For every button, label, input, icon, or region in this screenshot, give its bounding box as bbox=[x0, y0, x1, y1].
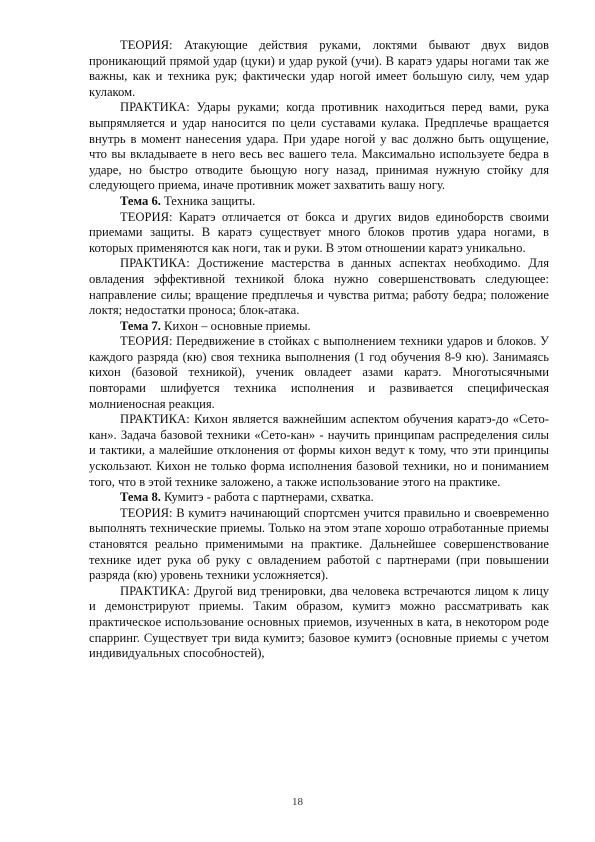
paragraph-theory-kihon bbox=[89, 334, 549, 412]
topic-title: Техника защиты. bbox=[160, 193, 256, 208]
paragraph-text: ПРАКТИКА: Удары руками; когда противник находиться перед вами, рука выпрямляется и удар наносится по цели суставами кулака. Предплечье вращается внутрь в момент нанесения удара. При ударе ногой у вас должно быть ощущение, что вы вкладываете в него весь вес вашего тела. Максимально используете бедра в ударе, но быстро отводите бьющую ногу назад, принимая нужную стойку для следующего приема, иначе противник может захватить вашу ногу. bbox=[89, 100, 549, 193]
paragraph-theory-kumite bbox=[89, 506, 549, 584]
topic-heading-8 bbox=[89, 490, 549, 506]
topic-heading-7 bbox=[89, 319, 549, 335]
topic-title: Кумитэ - работа с партнерами, схватка. bbox=[160, 490, 374, 505]
paragraph-text: ПРАКТИКА: Достижение мастерства в данных аспектах необходимо. Для овладения эффективной техникой блока нужно совершенствовать следующее: направление силы; вращение предплечья и чувства ритма; работу бедра; положение локтя; недостатки проноса; блок-атака. bbox=[89, 256, 549, 318]
paragraph-text: ТЕОРИЯ: Атакующие действия руками, локтями бывают двух видов проникающий прямой удар (цуки) и удар рукой (учи). В каратэ удары ногами так же важны, как и техника рук; фактически удар ногой имеет большую силу, чем удар кулаком. bbox=[89, 38, 549, 99]
topic-heading-6 bbox=[89, 194, 549, 210]
paragraph-theory-defense bbox=[89, 210, 549, 257]
paragraph-practice-kihon bbox=[89, 412, 549, 490]
topic-number: Тема 6. bbox=[120, 193, 161, 208]
topic-number: Тема 8. bbox=[120, 490, 161, 505]
paragraph-theory-attacks bbox=[89, 38, 549, 100]
paragraph-practice-blocks bbox=[89, 256, 549, 318]
paragraph-text: ПРАКТИКА: Другой вид тренировки, два человека встречаются лицом к лицу и демонстрируют приемы. Таким образом, кумитэ можно рассматривать как практическое использование основных приемов, изученных в ката, в некотором роде спарринг. Существует три вида кумитэ; базовое кумитэ (основные приемы с учетом индивидуальных способностей), bbox=[89, 583, 549, 661]
page-number: 18 bbox=[292, 796, 303, 808]
paragraph-text: ТЕОРИЯ: Каратэ отличается от бокса и других видов единоборств своими приемами защиты. В каратэ существует много блоков против удара ногами, в которых применяются как ноги, так и руки. В этом отношении каратэ уникально. bbox=[89, 209, 549, 255]
page-body bbox=[89, 38, 549, 662]
topic-number: Тема 7. bbox=[120, 318, 161, 333]
paragraph-text: ТЕОРИЯ: Передвижение в стойках с выполнением техники ударов и блоков. У каждого разряда (кю) своя техника выполнения (1 год обучения 8-9 кю). Занимаясь кихон (базовой техникой), ученик овладеет азами каратэ. Многотысячными повторами шлифуется техника исполнения и развивается специфическая молниеносная реакция. bbox=[89, 334, 549, 411]
paragraph-text: ТЕОРИЯ: В кумитэ начинающий спортсмен учится правильно и своевременно выполнять технические приемы. Только на этом этапе хорошо отработанные приемы становятся реально применимыми на практике. Дальнейшее совершенствование технике идет рука об руку с овладением работой с партнерами (при повышении разряда (кю) уровень техники усложняется). bbox=[89, 505, 549, 583]
topic-title: Кихон – основные приемы. bbox=[160, 318, 311, 333]
paragraph-practice-kumite bbox=[89, 584, 549, 662]
paragraph-practice-strikes bbox=[89, 100, 549, 194]
paragraph-text: ПРАКТИКА: Кихон является важнейшим аспектом обучения каратэ-до «Сето-кан». Задача базовой техники «Сето-кан» - научить принципам распределения силы и тактики, а малейшие отклонения от формы кихон ведут к тому, что эти принципы ускользают. Кихон не только форма исполнения базовой техники, но и пониманием того, что в этой технике заложено, а также использование этого на практике. bbox=[89, 412, 549, 489]
